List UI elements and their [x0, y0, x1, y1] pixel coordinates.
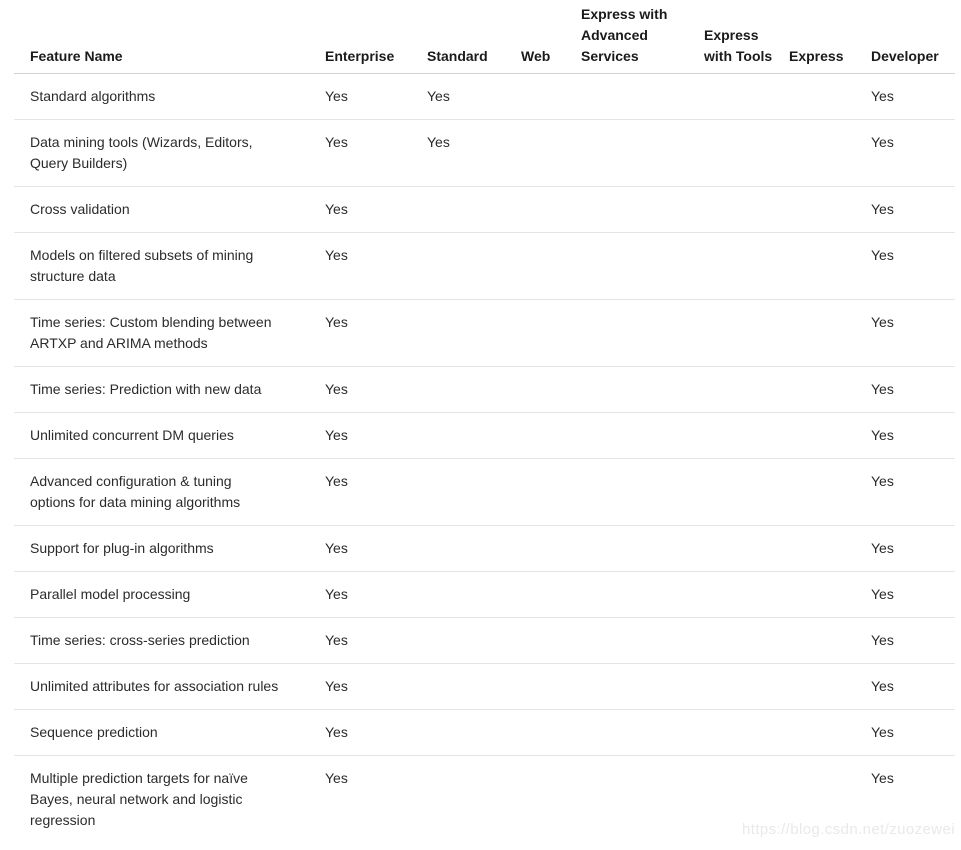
edition-value-cell-express-tools: [704, 413, 789, 459]
edition-value-cell-express: [789, 572, 871, 618]
table-row: [14, 300, 955, 367]
edition-value-cell-web: [521, 300, 581, 367]
edition-value-cell-express-advanced: [581, 413, 704, 459]
edition-value-cell-express-tools: [704, 756, 789, 844]
edition-value-cell-enterprise: Yes: [325, 74, 427, 120]
edition-value-cell-express: [789, 710, 871, 756]
edition-value-cell-standard: [427, 413, 521, 459]
edition-value-cell-express-tools: [704, 233, 789, 300]
edition-value-cell-developer: Yes: [871, 413, 955, 459]
edition-value-cell-enterprise: Yes: [325, 233, 427, 300]
table-row: [14, 233, 955, 300]
table-row: [14, 618, 955, 664]
table-body: [14, 74, 955, 844]
edition-value-cell-web: [521, 572, 581, 618]
table-row: [14, 526, 955, 572]
table-row: [14, 413, 955, 459]
edition-value-cell-express-tools: [704, 572, 789, 618]
edition-value-cell-enterprise: Yes: [325, 526, 427, 572]
edition-value-cell-enterprise: Yes: [325, 572, 427, 618]
edition-value-cell-express: [789, 459, 871, 526]
table-row: [14, 710, 955, 756]
edition-value-cell-express: [789, 74, 871, 120]
edition-value-cell-enterprise: Yes: [325, 413, 427, 459]
edition-value-cell-express: [789, 756, 871, 844]
edition-value-cell-standard: [427, 710, 521, 756]
table-row: [14, 367, 955, 413]
edition-value-cell-developer: Yes: [871, 459, 955, 526]
feature-name-cell: Unlimited concurrent DM queries: [14, 413, 325, 459]
edition-value-cell-express: [789, 413, 871, 459]
edition-value-cell-enterprise: Yes: [325, 367, 427, 413]
column-header-developer: Developer: [871, 0, 955, 74]
edition-value-cell-enterprise: Yes: [325, 770, 348, 786]
edition-value-cell-web: [521, 367, 581, 413]
feature-name-cell: Support for plug-in algorithms: [14, 526, 325, 572]
edition-value-cell-express-advanced: [581, 526, 704, 572]
edition-value-cell-express-advanced: [581, 756, 704, 844]
feature-name-cell: Multiple prediction targets for naïve Bayes, neural network and logistic regression: [30, 770, 248, 828]
edition-value-cell-express-advanced: [581, 459, 704, 526]
feature-name-cell: Standard algorithms: [14, 74, 325, 120]
edition-value-cell-standard: Yes: [427, 74, 521, 120]
edition-value-cell-web: [521, 233, 581, 300]
edition-value-cell-express-tools: [704, 459, 789, 526]
edition-value-cell-enterprise: Yes: [325, 187, 427, 233]
edition-value-cell-web: [521, 618, 581, 664]
edition-value-cell-express-advanced: [581, 233, 704, 300]
edition-value-cell-express: [789, 187, 871, 233]
edition-value-cell-express-advanced: [581, 120, 704, 187]
table-row: [14, 74, 955, 120]
edition-value-cell-express-advanced: [581, 187, 704, 233]
edition-value-cell-developer: Yes: [871, 74, 955, 120]
edition-value-cell-enterprise: Yes: [325, 459, 427, 526]
edition-value-cell-express-tools: [704, 187, 789, 233]
edition-value-cell-enterprise: Yes: [325, 664, 427, 710]
edition-value-cell-developer: Yes: [871, 710, 955, 756]
edition-value-cell-web: [521, 756, 581, 844]
feature-name-cell: Data mining tools (Wizards, Editors, Query Builders): [14, 120, 325, 187]
edition-value-cell-developer: Yes: [871, 120, 955, 187]
table-row: [14, 120, 955, 187]
edition-value-cell-express-tools: [704, 664, 789, 710]
edition-value-cell-express-advanced: [581, 74, 704, 120]
edition-value-cell-developer: Yes: [871, 618, 955, 664]
edition-value-cell-enterprise: Yes: [325, 120, 427, 187]
table-row: [14, 664, 955, 710]
edition-value-cell-express-advanced: [581, 618, 704, 664]
edition-value-cell-standard: [427, 459, 521, 526]
edition-value-cell-web: [521, 664, 581, 710]
feature-comparison-table: [14, 0, 955, 843]
edition-value-cell-developer: Yes: [871, 300, 955, 367]
edition-value-cell-express-advanced: [581, 572, 704, 618]
edition-value-cell-express-tools: [704, 618, 789, 664]
feature-name-cell: Time series: Prediction with new data: [14, 367, 325, 413]
feature-name-cell: Unlimited attributes for association rules: [14, 664, 325, 710]
edition-value-cell-developer: Yes: [871, 664, 955, 710]
edition-value-cell-developer: Yes: [871, 572, 955, 618]
edition-value-cell-developer: Yes: [871, 233, 955, 300]
edition-value-cell-standard: [427, 300, 521, 367]
column-header-feature: Feature Name: [14, 0, 325, 74]
edition-value-cell-express-advanced: [581, 664, 704, 710]
edition-value-cell-standard: [427, 233, 521, 300]
edition-value-cell-web: [521, 526, 581, 572]
column-header-express-tools: Express with Tools: [704, 0, 789, 74]
column-header-express-advanced: Express with Advanced Services: [581, 0, 704, 74]
edition-value-cell-standard: [427, 187, 521, 233]
feature-name-cell: Time series: Custom blending between ARTXP and ARIMA methods: [14, 300, 325, 367]
edition-value-cell-enterprise: Yes: [325, 710, 427, 756]
edition-value-cell-web: [521, 120, 581, 187]
edition-value-cell-web: [521, 413, 581, 459]
edition-value-cell-express-tools: [704, 74, 789, 120]
edition-value-cell-express-tools: [704, 526, 789, 572]
csdn-watermark: https://blog.csdn.net/zuozewei: [742, 821, 955, 838]
edition-value-cell-express-advanced: [581, 367, 704, 413]
edition-value-cell-express: [789, 233, 871, 300]
edition-value-cell-standard: [427, 367, 521, 413]
edition-value-cell-standard: [427, 618, 521, 664]
table-header-row: [14, 0, 955, 74]
column-header-web: Web: [521, 0, 581, 74]
edition-value-cell-developer: Yes: [871, 187, 955, 233]
column-header-standard: Standard: [427, 0, 521, 74]
edition-value-cell-express: [789, 664, 871, 710]
edition-value-cell-web: [521, 74, 581, 120]
column-header-express: Express: [789, 0, 871, 74]
edition-value-cell-developer: Yes: [871, 367, 955, 413]
edition-value-cell-enterprise: Yes: [325, 618, 427, 664]
edition-value-cell-web: [521, 187, 581, 233]
edition-value-cell-standard: [427, 756, 521, 844]
edition-value-cell-web: [521, 710, 581, 756]
edition-value-cell-express-advanced: [581, 300, 704, 367]
edition-value-cell-express: [789, 526, 871, 572]
feature-name-cell: Parallel model processing: [14, 572, 325, 618]
table-row: [14, 459, 955, 526]
edition-value-cell-enterprise: Yes: [325, 300, 427, 367]
edition-value-cell-express: [789, 300, 871, 367]
feature-name-cell: Advanced configuration & tuning options for data mining algorithms: [14, 459, 325, 526]
edition-value-cell-developer: Yes: [871, 526, 955, 572]
table-row: [14, 187, 955, 233]
edition-value-cell-express-advanced: [581, 710, 704, 756]
column-header-enterprise: Enterprise: [325, 0, 427, 74]
feature-name-cell: Sequence prediction: [14, 710, 325, 756]
edition-value-cell-standard: [427, 526, 521, 572]
edition-value-cell-express: [789, 618, 871, 664]
edition-value-cell-standard: Yes: [427, 120, 521, 187]
feature-name-cell: Models on filtered subsets of mining structure data: [14, 233, 325, 300]
edition-value-cell-express: [789, 367, 871, 413]
edition-value-cell-express-tools: [704, 300, 789, 367]
table-row: [14, 756, 955, 844]
edition-value-cell-express: [789, 120, 871, 187]
feature-name-cell: Time series: cross-series prediction: [14, 618, 325, 664]
edition-value-cell-standard: [427, 572, 521, 618]
edition-value-cell-express-tools: [704, 367, 789, 413]
table-header: [14, 0, 955, 74]
feature-name-cell: Cross validation: [14, 187, 325, 233]
edition-value-cell-developer: Yes: [871, 770, 894, 786]
table-row: [14, 572, 955, 618]
edition-value-cell-express-tools: [704, 710, 789, 756]
edition-value-cell-web: [521, 459, 581, 526]
edition-value-cell-standard: [427, 664, 521, 710]
edition-value-cell-express-tools: [704, 120, 789, 187]
